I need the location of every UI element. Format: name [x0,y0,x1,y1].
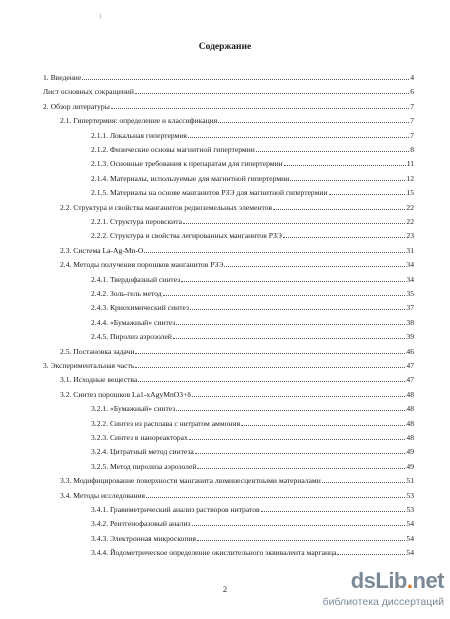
toc-dot-leader [195,453,406,454]
toc-entry-label: 3.1. Исходные вещества [60,375,138,385]
toc-entry [91,316,414,327]
toc-entry-page: 7 [410,116,414,126]
toc-entry-label: 1. Введение [43,73,82,82]
toc-entry-page: 22 [406,202,414,212]
toc-dot-leader [192,525,406,526]
toc-entry-label: 2.2. Структура и свойства манганитов редкоземельных элементов [60,202,273,212]
toc-dot-leader [189,439,406,440]
toc-entry-page: 6 [410,87,414,97]
toc-entry-page: 22 [406,217,414,226]
toc-dot-leader [138,381,405,382]
toc-dot-leader [163,295,406,296]
toc-entry-label: 3. Экспериментальная часть [43,361,135,370]
toc-entry-label: 2. Обзор литературы [43,101,110,111]
toc-entry-page: 34 [406,274,414,284]
toc-entry-page: 34 [406,260,414,270]
toc-dot-leader [176,410,405,411]
toc-entry-label: 2.1.3. Основные требования к препаратам для гипертермии [91,159,283,169]
toc-dot-leader [261,511,406,512]
toc-dot-leader [183,223,405,224]
toc-entry [60,388,414,399]
toc-entry [43,359,414,370]
toc-entry-page: 48 [406,418,414,428]
toc-dot-leader [197,540,405,541]
toc-dot-leader [135,367,405,368]
toc-entry-label: 2.2.2. Структура и свойства легированных манганитов РЗЭ [91,231,282,241]
toc-entry-label: 2.4.4. «Бумажный» синтез [91,317,176,327]
toc-entry [91,532,414,543]
toc-entry-label: 2.1.2. Физические основы магнитной гипертермии [91,145,255,154]
toc-dot-leader [173,338,406,339]
toc-entry-label: 2.3. Система La-Ag-Mn-O [60,245,144,255]
toc-entry-page: 12 [406,173,414,183]
toc-entry-page: 47 [406,375,414,385]
toc-dot-leader [241,425,405,426]
toc-dot-leader [190,309,405,310]
toc-entry-label: Лист основных сокращений [43,87,134,97]
toc-entry [91,517,414,528]
toc-entry-label: 2.4. Методы получения порошков манганитов РЗЭ [60,260,224,270]
toc-entry-label: 3.4. Методы исследования [60,490,145,500]
toc-dot-leader [146,497,405,498]
toc-entry-page: 31 [406,245,414,255]
toc-dot-leader [290,180,405,181]
toc-entry-page: 39 [406,332,414,342]
toc-entry [60,373,414,384]
toc-entry-label: 2.5. Постановка задачи [60,346,135,356]
toc-entry-label: 3.2.3. Синтез в нанореакторах [91,433,188,442]
toc-dot-leader [283,237,406,238]
toc-entry-page: 49 [406,461,414,471]
toc-entry [91,301,414,312]
toc-entry-label: 3.4.2. Рентгенофазовый анализ [91,519,191,529]
toc-entry-label: 3.4.4. Йодометрическое определение окислительного эквивалента марганца [91,548,337,558]
toc-dot-leader [82,79,409,80]
toc-entry-label: 3.4.3. Электронная микроскопия [91,533,196,543]
toc-entry-label: 2.1.1. Локальная гипертермия [91,130,187,140]
toc-dot-leader [329,194,406,195]
toc-entry-page: 54 [406,548,414,558]
toc-dot-leader [135,93,409,94]
toc-entry-page: 48 [406,404,414,414]
toc-entry [91,402,414,413]
toc-dot-leader [188,137,409,138]
toc-entry-page: 48 [406,433,414,442]
toc-entry-page: 53 [406,505,414,514]
toc-entry [60,244,414,255]
corner-mark: 1 [99,14,102,20]
toc-entry-page: 11 [406,159,414,169]
toc-entry-label: 2.2.1. Структура перовскита [91,217,182,226]
toc-dot-leader [197,468,405,469]
toc-entry-page: 37 [406,303,414,313]
toc-entry [91,503,414,514]
toc-dot-leader [176,324,405,325]
toc-dot-leader [218,122,409,123]
toc-entry-page: 38 [406,317,414,327]
toc-entry [60,345,414,356]
toc-entry [91,273,414,284]
toc-entry [91,186,414,197]
toc-entry [91,157,414,168]
toc-entry-label: 2.4.3. Криохимический синтез [91,303,189,313]
toc-entry-page: 54 [406,533,414,543]
toc-entry-label: 2.1.5. Материалы на основе манганитов РЗЭ для магнитной гипертермии [91,188,328,198]
toc-entry [91,215,414,226]
toc-entry-page: 4 [410,73,414,82]
page-number: 2 [222,584,228,594]
toc-entry [43,100,414,111]
toc-dot-leader [337,554,405,555]
toc-entry [91,445,414,456]
toc-entry-page: 53 [406,490,414,500]
toc-dot-leader [181,281,405,282]
toc-dot-leader [144,252,405,253]
toc-entry-page: 46 [406,346,414,356]
watermark-logo [316,568,448,616]
toc-entry-label: 2.1.4. Материалы, используемые для магнитной гипертермии [91,173,290,183]
toc-entry-label: 3.2.4. Цитратный метод синтеза [91,447,194,457]
toc-entry-label: 2.4.2. Золь-гель метод [91,289,162,298]
toc-entry-label: 3.2. Синтез порошков La1-xAgyMnO3+δ [60,389,191,399]
toc-entry-page: 7 [410,130,414,140]
toc-entry [91,287,414,298]
toc-entry-label: 3.4.1. Гравиметрический анализ растворов нитратов [91,505,260,514]
page-title: Содержание [198,42,252,52]
toc-entry-page: 15 [406,188,414,198]
toc-entry [43,71,414,82]
toc-entry [91,546,414,557]
toc-entry [91,143,414,154]
toc-entry [60,474,414,485]
toc-entry-page: 7 [410,101,414,111]
toc-entry-page: 8 [410,145,414,154]
toc-entry-label: 2.1. Гипертермия: определение и классификация [60,116,218,126]
toc-entry [91,417,414,428]
toc-entry [60,201,414,212]
toc-entry [91,172,414,183]
toc-entry-label: 3.2.5. Метод пиролиза аэрозолей [91,461,197,471]
toc-dot-leader [111,108,409,109]
toc-entry-label: 2.4.1. Твердофазный синтез [91,274,181,284]
toc-entry [91,229,414,240]
toc-entry-page: 47 [406,361,414,370]
watermark-name [351,568,444,594]
watermark-dot: . [406,568,413,593]
toc-dot-leader [322,482,406,483]
toc-dot-leader [224,266,405,267]
toc-dot-leader [192,396,405,397]
toc-entry [91,330,414,341]
toc-entry-label: 2.4.5. Пиролиз аэрозолей [91,332,172,342]
toc-entry-page: 23 [406,231,414,241]
toc-dot-leader [273,209,405,210]
toc-entry [60,114,414,125]
toc-dot-leader [284,165,406,166]
toc-entry-page: 49 [406,447,414,457]
toc-dot-leader [256,151,409,152]
toc-entry-label: 3.3. Модифицирование поверхности манганита люминесцентными материалами [60,476,321,486]
toc-entry-page: 48 [406,389,414,399]
watermark-tagline: библиотека диссертаций [322,596,444,608]
toc-entry-page: 51 [406,476,414,486]
toc-entry-page: 35 [406,289,414,298]
toc-entry-label: 3.2.1. «Бумажный» синтез [91,404,176,414]
toc-entry [60,489,414,500]
toc-entry [91,431,414,442]
toc-entry-label: 3.2.2. Синтез из расплава с нитратом аммония [91,418,241,428]
toc-dot-leader [135,353,405,354]
toc-entry [60,258,414,269]
toc-entry [91,460,414,471]
toc-entry [91,129,414,140]
toc-entry-page: 54 [406,519,414,529]
toc-entry [43,85,414,96]
watermark-name-text: dsLib.net [350,568,444,593]
